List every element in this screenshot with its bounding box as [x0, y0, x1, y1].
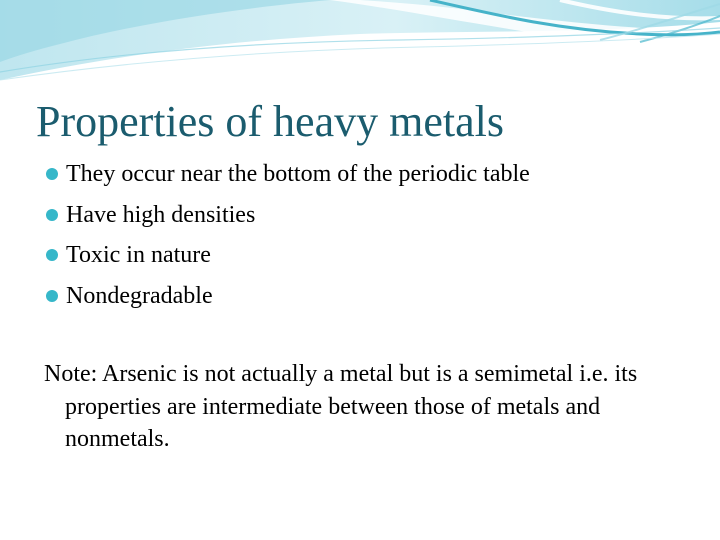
bullet-dot-icon	[46, 290, 58, 302]
bullet-text: Toxic in nature	[66, 242, 211, 268]
bullet-item	[46, 237, 530, 278]
bullet-list	[46, 156, 530, 318]
bullet-item	[46, 156, 530, 197]
bullet-item	[46, 278, 530, 319]
bullet-text: They occur near the bottom of the periodic table	[66, 161, 530, 187]
bullet-dot-icon	[46, 249, 58, 261]
header-wave-decoration	[0, 0, 720, 100]
bullet-item	[46, 197, 530, 238]
bullet-text: Have high densities	[66, 201, 256, 228]
slide-title: Properties of heavy metals	[36, 97, 504, 146]
bullet-text: Nondegradable	[66, 282, 213, 309]
bullet-dot-icon	[46, 168, 58, 180]
note-text: Note: Arsenic is not actually a metal but is a semimetal i.e. its properties are intermediate between those of metals and nonmetals.	[44, 361, 638, 452]
bullet-dot-icon	[46, 209, 58, 221]
